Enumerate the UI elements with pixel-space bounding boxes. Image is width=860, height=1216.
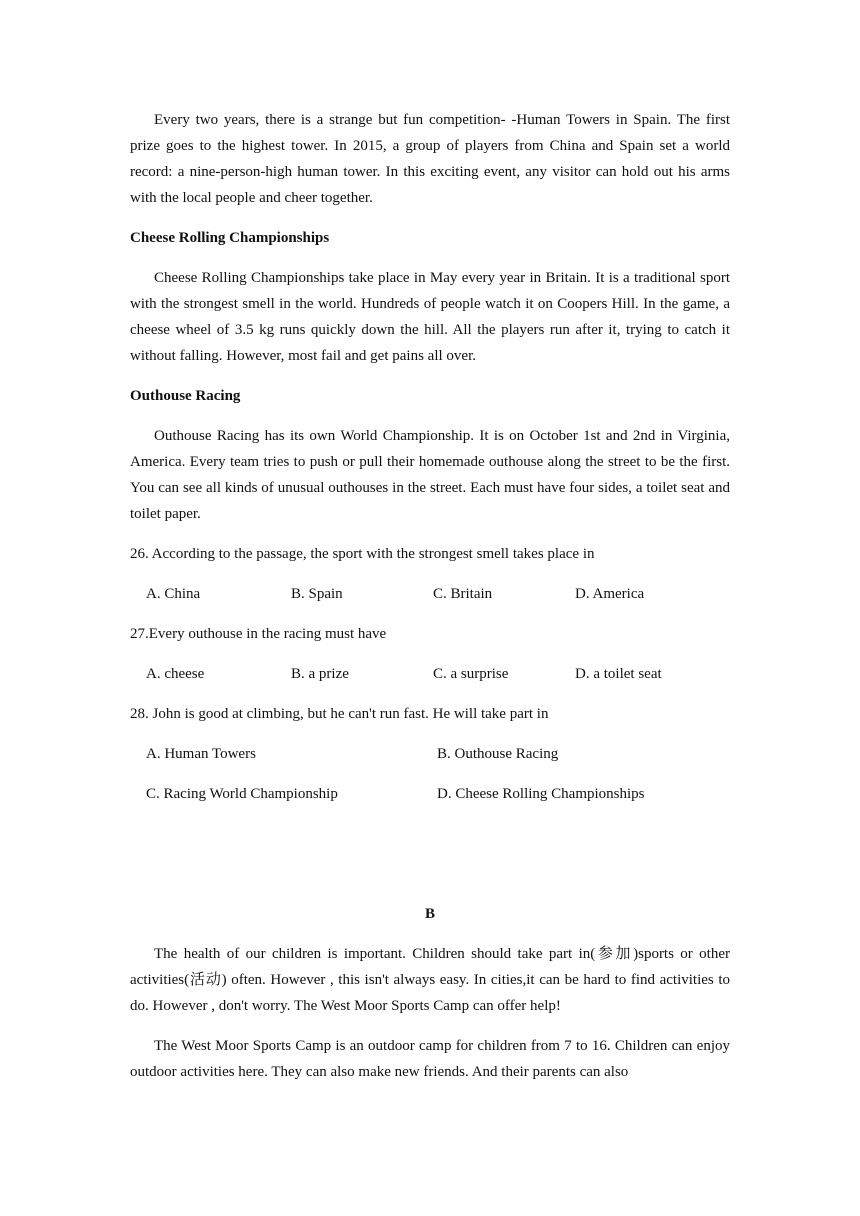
question-26-option-d: D. America [575, 586, 645, 602]
document-page [130, 107, 730, 1085]
question-27-stem: 27.Every outhouse in the racing must have [130, 626, 387, 642]
question-27-option-c: C. a surprise [433, 666, 509, 682]
question-26-options [130, 581, 730, 607]
section-text-cheese-rolling: Cheese Rolling Championships take place in May every year in Britain. It is a traditional sport with the strongest smell in the world. Hundreds of people watch it on Coopers Hill. In the game, a cheese wheel of 3.5 kg runs quickly down the hill. All the players run after it, trying to catch it without falling. However, most fail and get pains all over. [130, 270, 730, 364]
question-28-options-row-2 [130, 781, 730, 807]
question-27-option-a: A. cheese [146, 666, 205, 682]
question-27-option-b: B. a prize [291, 666, 349, 682]
question-28-option-a: A. Human Towers [146, 746, 256, 762]
question-26-option-b: B. Spain [291, 586, 343, 602]
section-b-label: B [424, 906, 435, 922]
question-28-stem: 28. John is good at climbing, but he can't run fast. He will take part in [130, 706, 549, 722]
question-28-option-b: B. Outhouse Racing [437, 746, 559, 762]
question-27-option-d: D. a toilet seat [575, 666, 662, 682]
question-28-option-c: C. Racing World Championship [146, 786, 338, 802]
section-heading-outhouse-racing: Outhouse Racing [130, 388, 241, 404]
question-28-option-d: D. Cheese Rolling Championships [437, 786, 645, 802]
passage-b-paragraph-1: The health of our children is important. Children should take part in(参加)sports or other activities(活动) often. However , this isn't always easy. In cities,it can be hard to find activities to do. However , don't worry. The West Moor Sports Camp can offer help! [130, 946, 730, 1014]
passage-b-paragraph-2: The West Moor Sports Camp is an outdoor camp for children from 7 to 16. Children can enjoy outdoor activities here. They can also make new friends. And their parents can also [130, 1038, 730, 1080]
passage-a-intro: Every two years, there is a strange but fun competition- -Human Towers in Spain. The first prize goes to the highest tower. In 2015, a group of players from China and Spain set a world record: a nine-person-high human tower. In this exciting event, any visitor can hold out his arms with the local people and cheer together. [130, 112, 730, 206]
section-heading-cheese-rolling: Cheese Rolling Championships [130, 230, 330, 246]
question-28-options-row-1 [130, 741, 730, 767]
question-27-options [130, 661, 730, 687]
question-26-option-c: C. Britain [433, 586, 493, 602]
question-26-stem: 26. According to the passage, the sport with the strongest smell takes place in [130, 546, 595, 562]
section-text-outhouse-racing: Outhouse Racing has its own World Championship. It is on October 1st and 2nd in Virginia, America. Every team tries to push or pull their homemade outhouse along the street to be the first. You can see all kinds of unusual outhouses in the street. Each must have four sides, a toilet seat and toilet paper. [130, 428, 730, 522]
question-26-option-a: A. China [146, 586, 201, 602]
